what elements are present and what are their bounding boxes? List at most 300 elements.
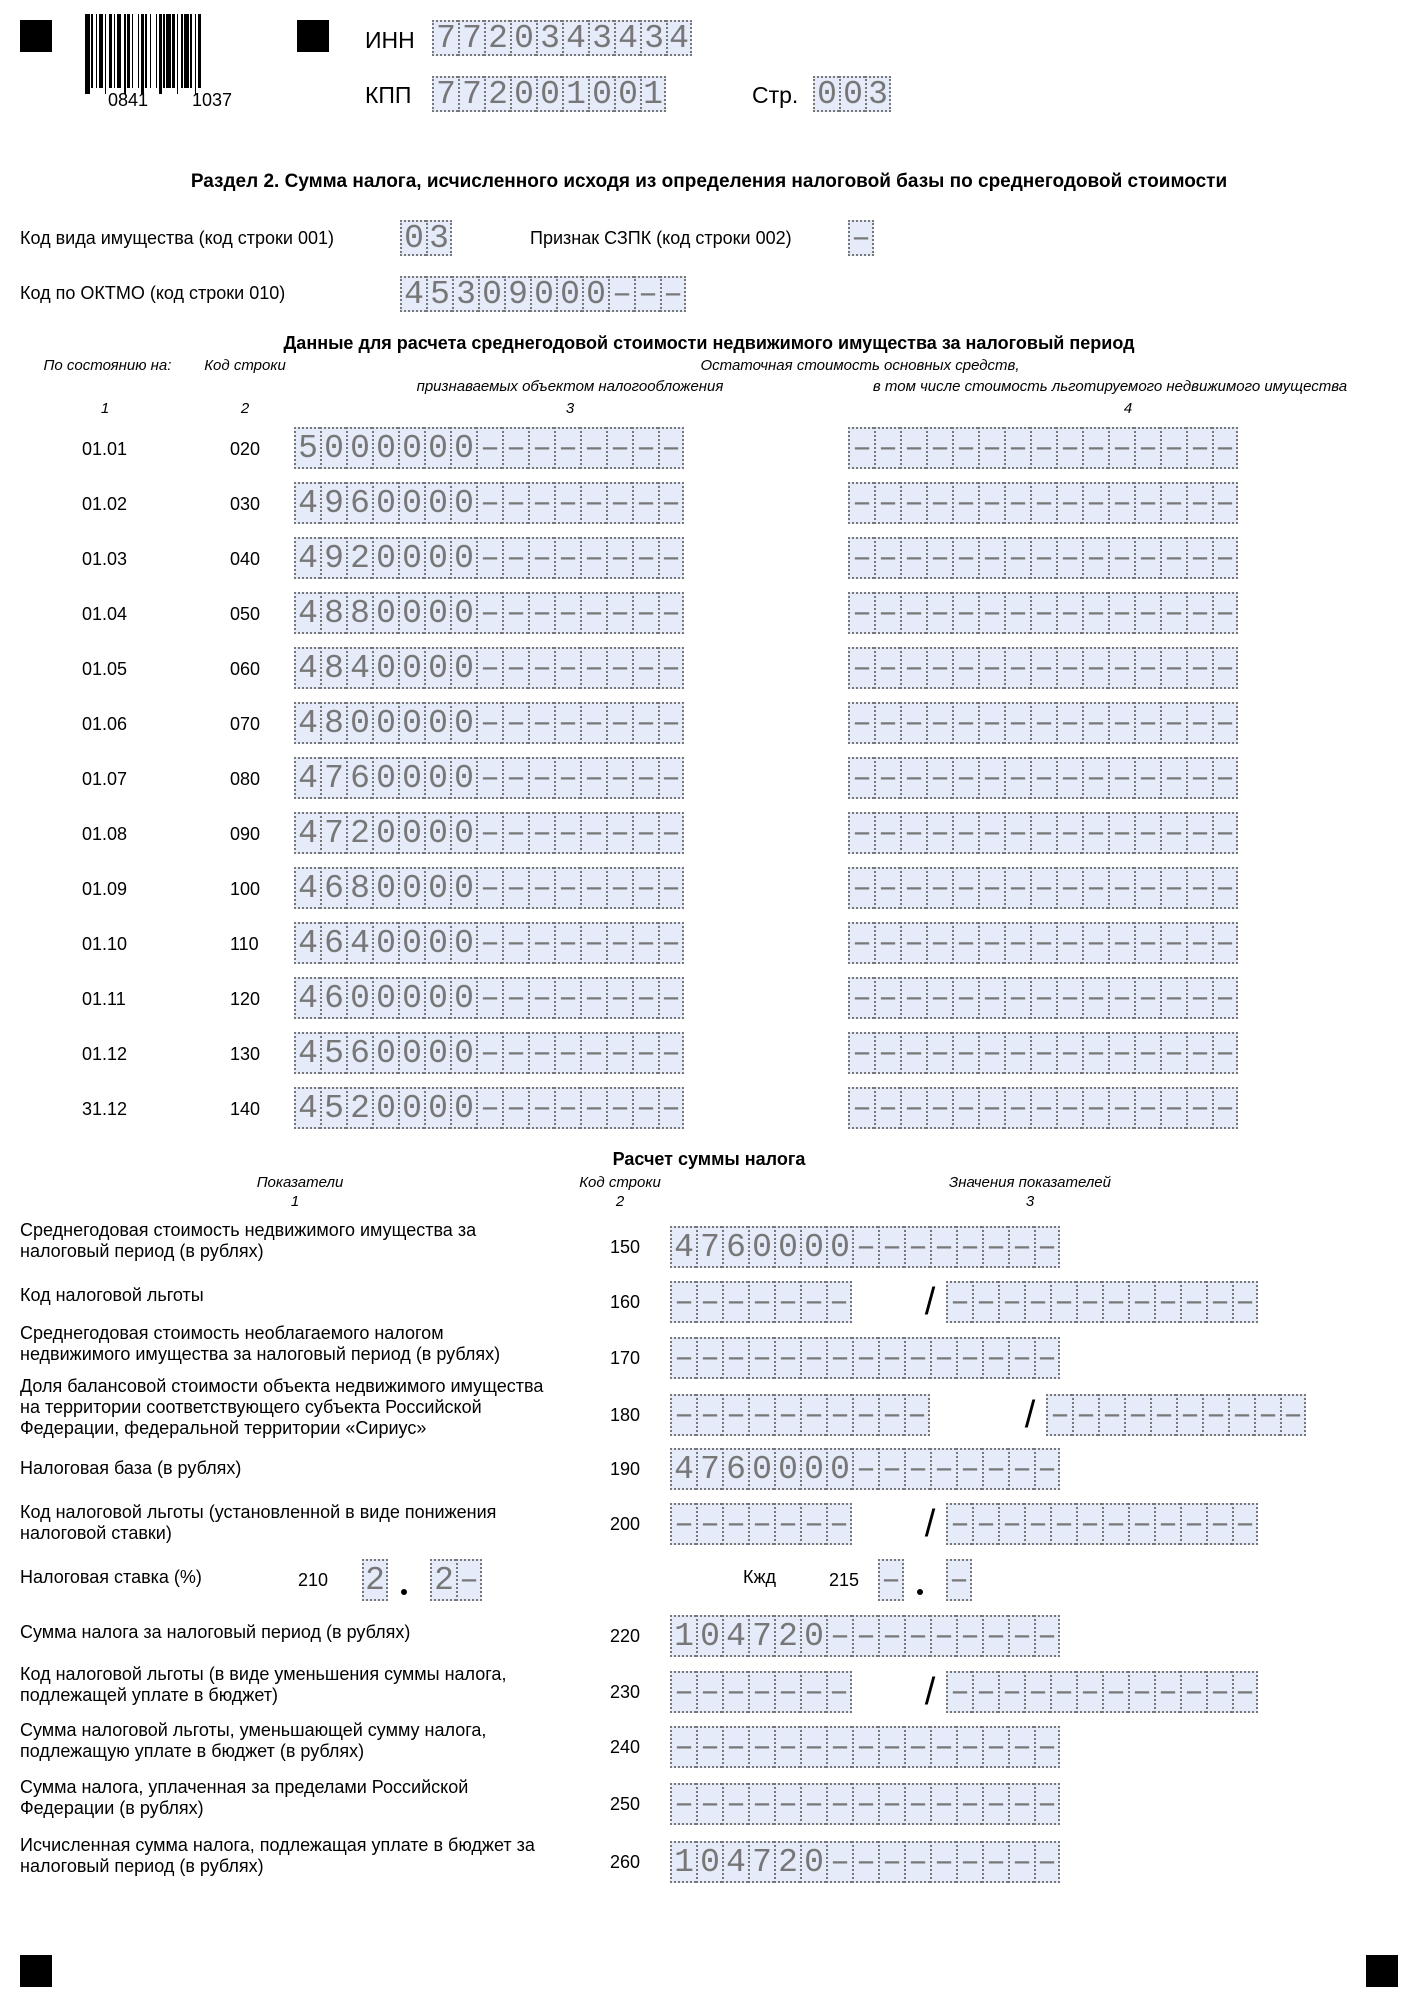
char-cell: – xyxy=(528,482,554,524)
char-cell: – xyxy=(528,867,554,909)
char-cell: – xyxy=(952,922,978,964)
char-cell: – xyxy=(658,1087,684,1129)
line-240-field[interactable] xyxy=(670,1726,1060,1768)
row-exempt-value-field[interactable] xyxy=(848,977,1238,1019)
line-260-field[interactable] xyxy=(670,1841,1060,1883)
char-cell: – xyxy=(1024,1281,1050,1323)
char-cell: – xyxy=(946,1503,972,1545)
calc-col-num-2: 2 xyxy=(615,1193,625,1210)
line-150-label: Среднегодовая стоимость недвижимого имущества за налоговый период (в рублях) xyxy=(20,1220,477,1261)
char-cell: 6 xyxy=(722,1226,748,1268)
char-cell: – xyxy=(606,482,632,524)
char-cell: – xyxy=(1030,757,1056,799)
char-cell: – xyxy=(878,1226,904,1268)
row-residual-value-field[interactable] xyxy=(294,482,684,524)
char-cell: – xyxy=(852,1726,878,1768)
row-residual-value-field[interactable] xyxy=(294,757,684,799)
char-cell: – xyxy=(670,1726,696,1768)
char-cell: 3 xyxy=(588,20,614,56)
char-cell: – xyxy=(658,537,684,579)
char-cell: 4 xyxy=(666,20,692,56)
char-cell: – xyxy=(956,1337,982,1379)
char-cell: 0 xyxy=(398,427,424,469)
char-cell: – xyxy=(1134,647,1160,689)
char-cell: 0 xyxy=(424,757,450,799)
char-cell: – xyxy=(900,592,926,634)
char-cell: – xyxy=(774,1281,800,1323)
line-250-field[interactable] xyxy=(670,1783,1060,1825)
char-cell: – xyxy=(658,647,684,689)
char-cell: – xyxy=(956,1726,982,1768)
char-cell: – xyxy=(930,1726,956,1768)
char-cell: – xyxy=(1056,702,1082,744)
line-170-field[interactable] xyxy=(670,1337,1060,1379)
char-cell: 0 xyxy=(530,276,556,312)
char-cell: – xyxy=(476,537,502,579)
char-cell: – xyxy=(502,702,528,744)
oktmo-field[interactable] xyxy=(400,276,686,312)
char-cell: – xyxy=(982,1726,1008,1768)
char-cell: – xyxy=(722,1394,748,1436)
char-cell: – xyxy=(502,922,528,964)
char-cell: 2 xyxy=(774,1841,800,1883)
char-cell: – xyxy=(1008,1337,1034,1379)
char-cell: – xyxy=(476,812,502,854)
char-cell: – xyxy=(852,1615,878,1657)
char-cell: – xyxy=(900,867,926,909)
kzhd-fraction-field[interactable] xyxy=(946,1559,972,1601)
char-cell: – xyxy=(528,812,554,854)
char-cell: – xyxy=(632,482,658,524)
row-code: 070 xyxy=(230,714,261,734)
char-cell: 0 xyxy=(614,76,640,112)
page-number-field[interactable] xyxy=(813,76,891,112)
page-label: Стр. xyxy=(752,82,799,108)
char-cell: 0 xyxy=(372,757,398,799)
line-200-separator: / xyxy=(924,1503,936,1545)
line-180-field-a[interactable] xyxy=(670,1394,930,1436)
char-cell: 6 xyxy=(722,1448,748,1490)
char-cell: – xyxy=(554,1087,580,1129)
row-residual-value-field[interactable] xyxy=(294,1087,684,1129)
char-cell: – xyxy=(926,702,952,744)
char-cell: – xyxy=(1186,867,1212,909)
char-cell: – xyxy=(972,1281,998,1323)
char-cell: – xyxy=(926,1032,952,1074)
property-code-field[interactable] xyxy=(400,220,452,256)
char-cell: 0 xyxy=(510,20,536,56)
char-cell: – xyxy=(1134,482,1160,524)
char-cell: – xyxy=(978,1032,1004,1074)
char-cell: – xyxy=(528,702,554,744)
char-cell: – xyxy=(900,537,926,579)
char-cell: 0 xyxy=(398,757,424,799)
char-cell: – xyxy=(1004,1032,1030,1074)
row-exempt-value-field[interactable] xyxy=(848,537,1238,579)
corner-marker-bottom-right xyxy=(1366,1955,1398,1987)
char-cell: – xyxy=(956,1841,982,1883)
char-cell: – xyxy=(476,592,502,634)
char-cell: – xyxy=(1160,702,1186,744)
char-cell: 6 xyxy=(346,1032,372,1074)
char-cell: – xyxy=(1056,757,1082,799)
row-residual-value-field[interactable] xyxy=(294,1032,684,1074)
char-cell: – xyxy=(1186,702,1212,744)
char-cell: 4 xyxy=(722,1841,748,1883)
char-cell: – xyxy=(1186,647,1212,689)
char-cell: – xyxy=(952,867,978,909)
row-exempt-value-field[interactable] xyxy=(848,1087,1238,1129)
row-code: 100 xyxy=(230,879,261,899)
char-cell: – xyxy=(1008,1783,1034,1825)
char-cell: – xyxy=(632,1087,658,1129)
char-cell: 0 xyxy=(450,427,476,469)
char-cell: – xyxy=(1030,977,1056,1019)
char-cell: – xyxy=(826,1281,852,1323)
char-cell: 0 xyxy=(450,977,476,1019)
char-cell: – xyxy=(1212,812,1238,854)
line-160-code: 160 xyxy=(610,1292,641,1312)
row-residual-value-field[interactable] xyxy=(294,922,684,964)
char-cell: – xyxy=(900,647,926,689)
char-cell: – xyxy=(848,977,874,1019)
char-cell: – xyxy=(608,276,634,312)
char-cell: 7 xyxy=(458,76,484,112)
char-cell: – xyxy=(554,592,580,634)
row-date: 01.06 xyxy=(82,714,128,734)
char-cell: – xyxy=(848,537,874,579)
char-cell: – xyxy=(696,1281,722,1323)
char-cell: 0 xyxy=(450,702,476,744)
char-cell: – xyxy=(1186,1032,1212,1074)
row-residual-value-field[interactable] xyxy=(294,812,684,854)
char-cell: – xyxy=(878,1726,904,1768)
char-cell: – xyxy=(1046,1394,1072,1436)
char-cell: – xyxy=(826,1841,852,1883)
char-cell: – xyxy=(1082,702,1108,744)
char-cell: – xyxy=(632,867,658,909)
char-cell: – xyxy=(1128,1281,1154,1323)
char-cell: – xyxy=(874,537,900,579)
char-cell: – xyxy=(848,592,874,634)
line-230-field-b[interactable] xyxy=(946,1671,1258,1713)
char-cell: – xyxy=(606,427,632,469)
char-cell: – xyxy=(1134,867,1160,909)
line-230-label: Код налоговой льготы (в виде уменьшения суммы налога, подлежащей уплате в бюджет) xyxy=(20,1664,507,1705)
char-cell: – xyxy=(1160,812,1186,854)
char-cell: – xyxy=(1202,1394,1228,1436)
char-cell: – xyxy=(878,1841,904,1883)
char-cell: – xyxy=(926,1087,952,1129)
char-cell: – xyxy=(554,812,580,854)
row-date: 01.03 xyxy=(82,549,128,569)
kzhd-integer-field[interactable] xyxy=(878,1559,904,1601)
char-cell: 0 xyxy=(372,482,398,524)
char-cell: – xyxy=(1212,482,1238,524)
char-cell: – xyxy=(848,812,874,854)
char-cell: – xyxy=(1004,922,1030,964)
char-cell: – xyxy=(1056,537,1082,579)
char-cell: – xyxy=(1076,1671,1102,1713)
char-cell: – xyxy=(900,702,926,744)
row-exempt-value-field[interactable] xyxy=(848,702,1238,744)
char-cell: – xyxy=(1076,1281,1102,1323)
char-cell: 0 xyxy=(398,812,424,854)
row-exempt-value-field[interactable] xyxy=(848,867,1238,909)
char-cell: – xyxy=(476,647,502,689)
char-cell: – xyxy=(848,702,874,744)
char-cell: 5 xyxy=(294,427,320,469)
row-exempt-value-field[interactable] xyxy=(848,482,1238,524)
char-cell: – xyxy=(1034,1615,1060,1657)
row-exempt-value-field[interactable] xyxy=(848,647,1238,689)
char-cell: 6 xyxy=(320,922,346,964)
kpp-field[interactable] xyxy=(432,76,666,112)
kzhd-decimal-point xyxy=(907,1559,933,1601)
char-cell: – xyxy=(1108,977,1134,1019)
char-cell: – xyxy=(1134,922,1160,964)
char-cell: – xyxy=(956,1783,982,1825)
char-cell: – xyxy=(502,1087,528,1129)
char-cell: – xyxy=(926,647,952,689)
char-cell: 5 xyxy=(320,1087,346,1129)
char-cell: 3 xyxy=(452,276,478,312)
char-cell: – xyxy=(930,1783,956,1825)
char-cell: – xyxy=(554,647,580,689)
char-cell: – xyxy=(670,1503,696,1545)
row-date: 01.02 xyxy=(82,494,128,514)
char-cell: 4 xyxy=(670,1448,696,1490)
char-cell: – xyxy=(528,537,554,579)
char-cell: – xyxy=(748,1726,774,1768)
col-date-header: По состоянию на: xyxy=(43,357,172,374)
char-cell: 8 xyxy=(346,867,372,909)
row-exempt-value-field[interactable] xyxy=(848,592,1238,634)
char-cell: – xyxy=(930,1841,956,1883)
char-cell: – xyxy=(774,1671,800,1713)
char-cell: – xyxy=(982,1615,1008,1657)
line-190-code: 190 xyxy=(610,1459,641,1479)
col-num-4: 4 xyxy=(1123,400,1133,417)
char-cell: – xyxy=(900,427,926,469)
char-cell: – xyxy=(904,1337,930,1379)
row-residual-value-field[interactable] xyxy=(294,592,684,634)
char-cell: – xyxy=(956,1226,982,1268)
char-cell: 7 xyxy=(748,1841,774,1883)
char-cell: 3 xyxy=(865,76,891,112)
inn-field[interactable] xyxy=(432,20,692,56)
char-cell: 0 xyxy=(398,702,424,744)
char-cell: – xyxy=(632,427,658,469)
char-cell: – xyxy=(998,1281,1024,1323)
char-cell: – xyxy=(634,276,660,312)
tax-rate-integer-field[interactable] xyxy=(362,1559,388,1601)
char-cell: – xyxy=(900,757,926,799)
char-cell: – xyxy=(952,537,978,579)
char-cell: 0 xyxy=(424,1087,450,1129)
char-cell: – xyxy=(476,922,502,964)
char-cell: – xyxy=(952,482,978,524)
char-cell: – xyxy=(1280,1394,1306,1436)
line-160-field-b[interactable] xyxy=(946,1281,1258,1323)
char-cell: – xyxy=(1030,427,1056,469)
section-title: Раздел 2. Сумма налога, исчисленного исходя из определения налоговой базы по среднегодовой стоимости xyxy=(190,171,1228,192)
char-cell: 0 xyxy=(556,276,582,312)
line-260-code: 260 xyxy=(610,1852,641,1872)
char-cell: – xyxy=(978,1087,1004,1129)
char-cell: 2 xyxy=(362,1559,388,1601)
row-residual-value-field[interactable] xyxy=(294,702,684,744)
char-cell: – xyxy=(476,757,502,799)
char-cell: – xyxy=(774,1394,800,1436)
char-cell: – xyxy=(476,702,502,744)
char-cell: 0 xyxy=(696,1615,722,1657)
col-residual-header: признаваемых объектом налогообложения xyxy=(416,378,724,395)
row-residual-value-field[interactable] xyxy=(294,867,684,909)
char-cell: – xyxy=(1056,977,1082,1019)
char-cell: – xyxy=(632,922,658,964)
char-cell: – xyxy=(774,1337,800,1379)
row-residual-value-field[interactable] xyxy=(294,647,684,689)
szpk-field[interactable] xyxy=(848,220,874,256)
row-exempt-value-field[interactable] xyxy=(848,1032,1238,1074)
char-cell: – xyxy=(580,922,606,964)
char-cell: – xyxy=(900,977,926,1019)
char-cell: – xyxy=(580,1087,606,1129)
char-cell: – xyxy=(1082,757,1108,799)
char-cell: – xyxy=(606,977,632,1019)
char-cell: – xyxy=(1004,1087,1030,1129)
char-cell: – xyxy=(826,1503,852,1545)
char-cell: – xyxy=(1154,1503,1180,1545)
char-cell: – xyxy=(722,1503,748,1545)
row-residual-value-field[interactable] xyxy=(294,977,684,1019)
line-215-code: 215 xyxy=(829,1570,860,1590)
line-150-field[interactable] xyxy=(670,1226,1060,1268)
char-cell: – xyxy=(1134,702,1160,744)
char-cell: 0 xyxy=(588,76,614,112)
tax-rate-fraction-field[interactable] xyxy=(430,1559,482,1601)
char-cell: – xyxy=(874,922,900,964)
char-cell: 2 xyxy=(346,537,372,579)
line-160-separator: / xyxy=(924,1281,936,1323)
char-cell: – xyxy=(874,482,900,524)
char-cell: 3 xyxy=(536,20,562,56)
char-cell: 0 xyxy=(372,1087,398,1129)
char-cell: – xyxy=(580,482,606,524)
char-cell: – xyxy=(800,1783,826,1825)
char-cell: – xyxy=(580,977,606,1019)
line-220-field[interactable] xyxy=(670,1615,1060,1657)
char-cell: – xyxy=(878,1783,904,1825)
char-cell: 0 xyxy=(826,1448,852,1490)
char-cell: 4 xyxy=(562,20,588,56)
line-180-field-b[interactable] xyxy=(1046,1394,1306,1436)
char-cell: 0 xyxy=(450,647,476,689)
char-cell: – xyxy=(632,757,658,799)
char-cell: 0 xyxy=(398,867,424,909)
line-200-field-b[interactable] xyxy=(946,1503,1258,1545)
char-cell: 0 xyxy=(424,647,450,689)
char-cell: – xyxy=(502,812,528,854)
char-cell: 0 xyxy=(478,276,504,312)
char-cell: – xyxy=(554,537,580,579)
char-cell: 7 xyxy=(432,76,458,112)
char-cell: – xyxy=(528,647,554,689)
line-180-separator: / xyxy=(1024,1394,1036,1436)
line-160-field-a[interactable] xyxy=(670,1281,852,1323)
char-cell: – xyxy=(878,1448,904,1490)
char-cell: – xyxy=(1212,1087,1238,1129)
char-cell: 6 xyxy=(346,482,372,524)
char-cell: – xyxy=(554,867,580,909)
char-cell: – xyxy=(982,1841,1008,1883)
line-210-code: 210 xyxy=(298,1570,329,1590)
char-cell: – xyxy=(748,1783,774,1825)
char-cell: 0 xyxy=(346,702,372,744)
char-cell: 0 xyxy=(372,592,398,634)
char-cell: 0 xyxy=(450,1087,476,1129)
char-cell: – xyxy=(978,867,1004,909)
char-cell: – xyxy=(930,1615,956,1657)
char-cell: – xyxy=(1056,427,1082,469)
char-cell: – xyxy=(632,1032,658,1074)
char-cell: 0 xyxy=(536,76,562,112)
line-200-field-a[interactable] xyxy=(670,1503,852,1545)
row-exempt-value-field[interactable] xyxy=(848,922,1238,964)
char-cell: – xyxy=(774,1503,800,1545)
char-cell: – xyxy=(1206,1671,1232,1713)
line-170-code: 170 xyxy=(610,1348,641,1368)
line-170-label: Среднегодовая стоимость необлагаемого налогом недвижимого имущества за налоговый период (в рублях) xyxy=(20,1323,501,1364)
char-cell: – xyxy=(1082,427,1108,469)
char-cell: 0 xyxy=(372,427,398,469)
char-cell: – xyxy=(1056,482,1082,524)
line-160-label: Код налоговой льготы xyxy=(20,1285,204,1305)
char-cell: – xyxy=(982,1337,1008,1379)
char-cell: 7 xyxy=(458,20,484,56)
char-cell: – xyxy=(926,867,952,909)
char-cell: – xyxy=(848,922,874,964)
char-cell: 6 xyxy=(320,977,346,1019)
char-cell: – xyxy=(1004,647,1030,689)
char-cell: – xyxy=(874,812,900,854)
char-cell: – xyxy=(848,867,874,909)
char-cell: – xyxy=(658,702,684,744)
char-cell: – xyxy=(1108,867,1134,909)
row-exempt-value-field[interactable] xyxy=(848,757,1238,799)
row-exempt-value-field[interactable] xyxy=(848,427,1238,469)
char-cell: 0 xyxy=(748,1448,774,1490)
row-exempt-value-field[interactable] xyxy=(848,812,1238,854)
char-cell: – xyxy=(1108,757,1134,799)
char-cell: – xyxy=(1004,702,1030,744)
char-cell: – xyxy=(606,812,632,854)
char-cell: – xyxy=(956,1448,982,1490)
char-cell: 0 xyxy=(398,1087,424,1129)
char-cell: – xyxy=(1024,1503,1050,1545)
line-230-field-a[interactable] xyxy=(670,1671,852,1713)
char-cell: – xyxy=(826,1394,852,1436)
col-num-2: 2 xyxy=(240,400,250,417)
char-cell: – xyxy=(1160,867,1186,909)
char-cell: – xyxy=(1108,647,1134,689)
row-residual-value-field[interactable] xyxy=(294,427,684,469)
char-cell: 6 xyxy=(346,757,372,799)
row-residual-value-field[interactable] xyxy=(294,537,684,579)
line-190-field[interactable] xyxy=(670,1448,1060,1490)
char-cell: – xyxy=(476,427,502,469)
